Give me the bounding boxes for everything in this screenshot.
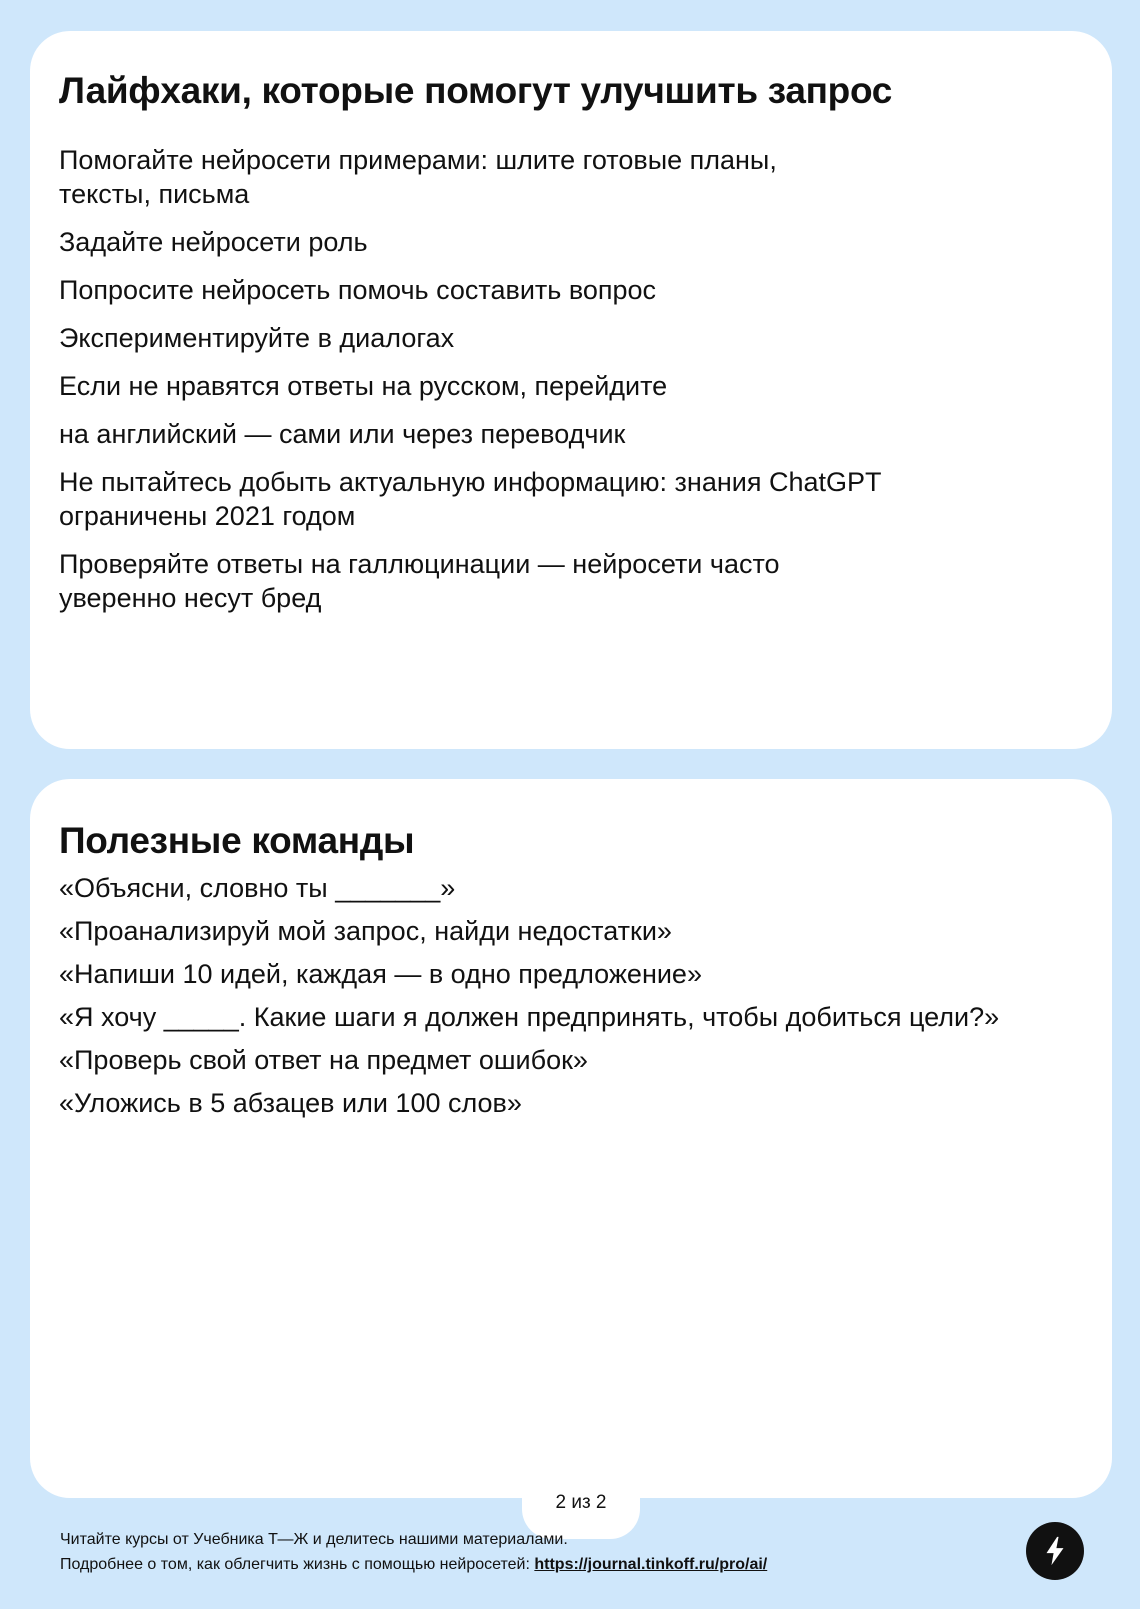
tip-item: Экспериментируйте в диалогах bbox=[59, 323, 455, 353]
tip-item: на английский — сами или через переводчик bbox=[59, 419, 626, 449]
command-item: «Объясни, словно ты _______» bbox=[59, 873, 456, 903]
tip-item: Задайте нейросети роль bbox=[59, 227, 368, 257]
tip-item: Если не нравятся ответы на русском, перейдите bbox=[59, 371, 668, 401]
commands-title: Полезные команды bbox=[59, 820, 415, 861]
footer-line-1: Читайте курсы от Учебника Т—Ж и делитесь нашими материалами. bbox=[60, 1531, 568, 1548]
commands-card bbox=[30, 779, 1112, 1498]
tip-item: Попросите нейросеть помочь составить вопрос bbox=[59, 275, 657, 305]
command-item: «Я хочу _____. Какие шаги я должен предпринять, чтобы добиться цели?» bbox=[59, 1002, 1000, 1032]
command-item: «Проверь свой ответ на предмет ошибок» bbox=[59, 1045, 588, 1075]
logo[interactable] bbox=[1026, 1522, 1084, 1580]
tip-item: Проверяйте ответы на галлюцинации — нейросети часто уверенно несут бред bbox=[59, 549, 780, 613]
tips-title: Лайфхаки, которые помогут улучшить запрос bbox=[59, 70, 893, 111]
command-item: «Уложись в 5 абзацев или 100 слов» bbox=[59, 1088, 522, 1118]
footer-line-2 bbox=[60, 1552, 767, 1577]
footer-line-2-text: Подробнее о том, как облегчить жизнь с помощью нейросетей: bbox=[60, 1556, 535, 1573]
footer-link[interactable]: https://journal.tinkoff.ru/pro/ai/ bbox=[534, 1556, 768, 1573]
tip-item: Не пытайтесь добыть актуальную информацию: знания ChatGPT ограничены 2021 годом bbox=[59, 467, 882, 531]
page-indicator: 2 из 2 bbox=[522, 1479, 640, 1539]
command-item: «Проанализируй мой запрос, найди недостатки» bbox=[59, 916, 672, 946]
lightning-bolt-icon bbox=[1038, 1534, 1072, 1568]
tip-item: Помогайте нейросети примерами: шлите готовые планы, тексты, письма bbox=[59, 145, 777, 209]
tips-list bbox=[59, 143, 882, 629]
tips-card bbox=[30, 31, 1112, 749]
command-item: «Напиши 10 идей, каждая — в одно предложение» bbox=[59, 959, 702, 989]
commands-list bbox=[59, 871, 999, 1129]
footer bbox=[60, 1527, 767, 1577]
